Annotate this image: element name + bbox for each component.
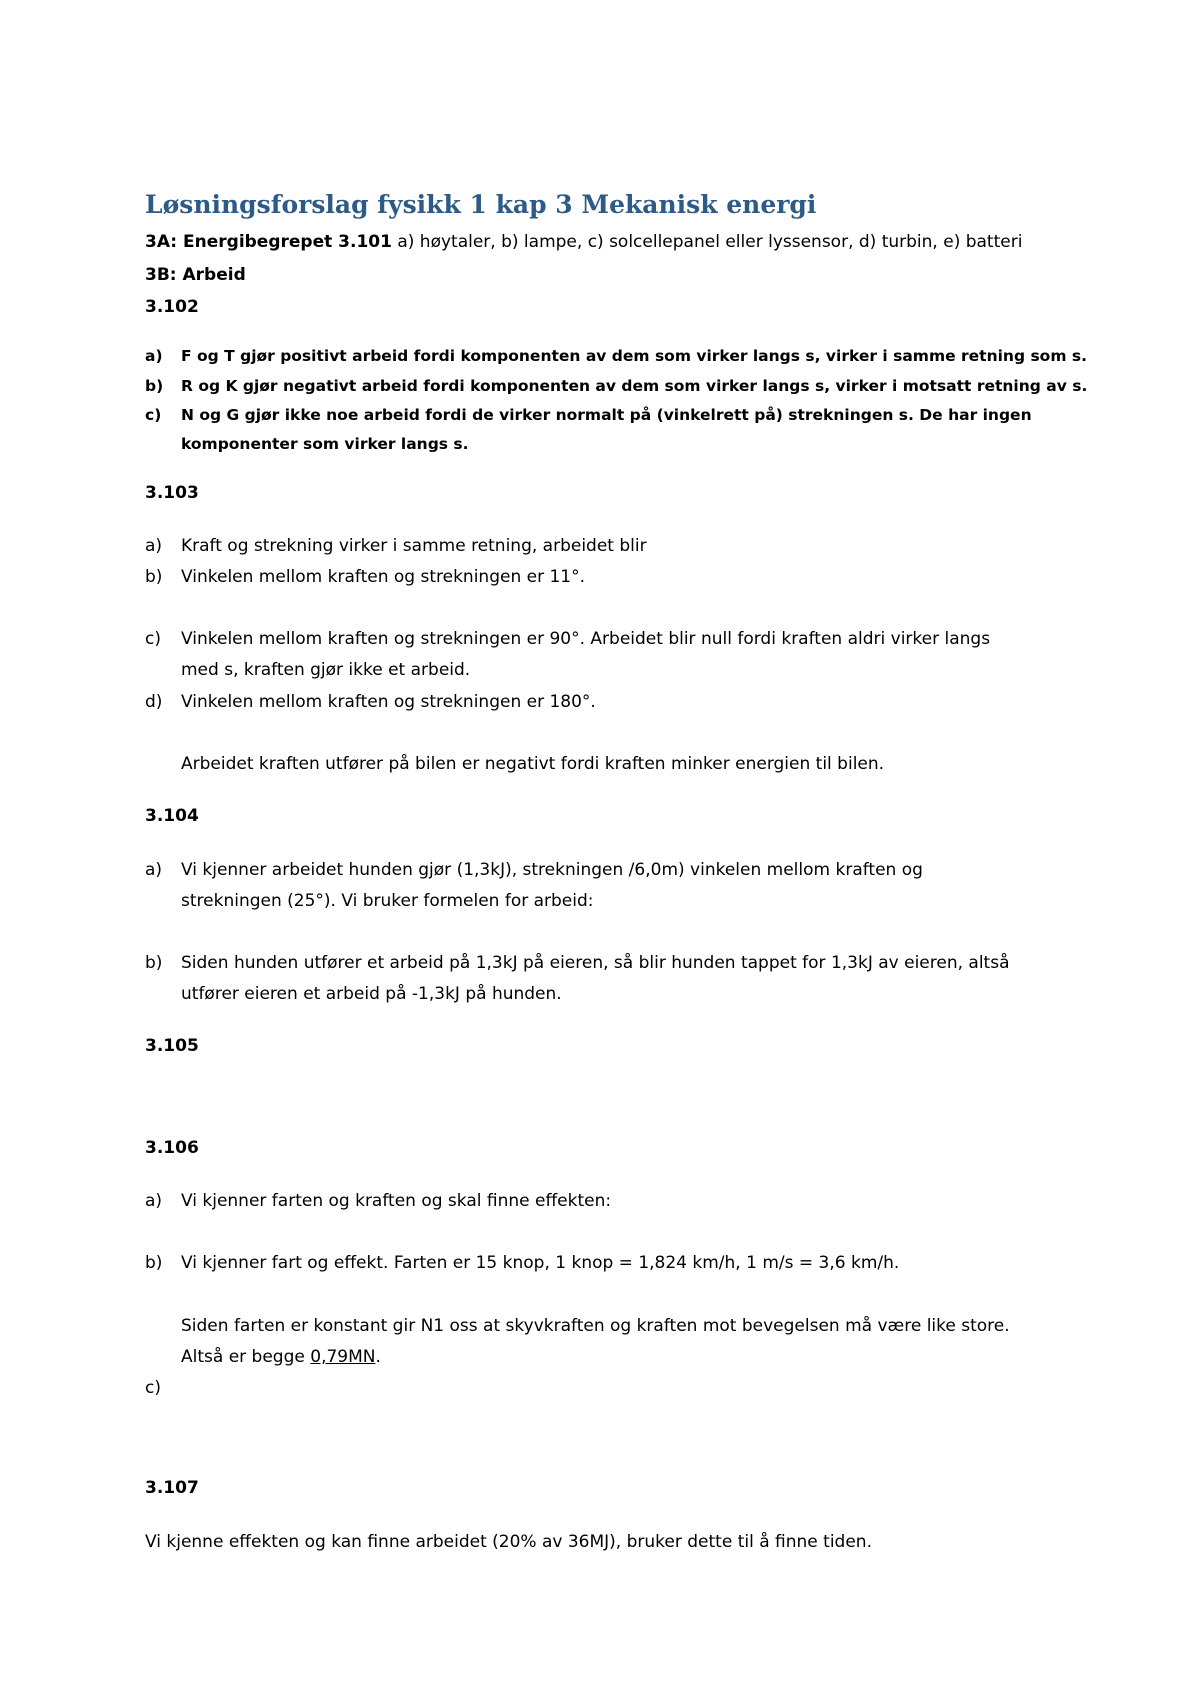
conclusion-prefix: Altså er begge xyxy=(181,1347,311,1367)
item-text: Vi kjenner farten og kraften og skal finne effekten: xyxy=(181,1191,612,1211)
item-label: c) xyxy=(145,1378,161,1398)
item-label: a) xyxy=(145,536,163,556)
exercise-3-103-heading: 3.103 xyxy=(145,483,199,503)
item-text: Vinkelen mellom kraften og strekningen er 90°. Arbeidet blir null fordi kraften aldri virker langs xyxy=(181,629,991,649)
item-label: b) xyxy=(145,953,163,973)
exercise-3-106-b-conclusion xyxy=(181,1347,381,1367)
item-text: Siden hunden utfører et arbeid på 1,3kJ på eieren, så blir hunden tappet for 1,3kJ av eieren, altså xyxy=(181,953,1010,973)
item-label: d) xyxy=(145,692,163,712)
section-3a-label: 3A: Energibegrepet 3.101 xyxy=(145,232,392,252)
item-label: c) xyxy=(145,406,162,424)
exercise-3-107-heading: 3.107 xyxy=(145,1478,199,1498)
exercise-3-106-heading: 3.106 xyxy=(145,1138,199,1158)
exercise-3-103-note: Arbeidet kraften utfører på bilen er negativt fordi kraften minker energien til bilen. xyxy=(181,754,885,774)
item-text: F og T gjør positivt arbeid fordi komponenten av dem som virker langs s, virker i samme retning som s. xyxy=(181,347,1087,365)
item-text: Kraft og strekning virker i samme retning, arbeidet blir xyxy=(181,536,647,556)
item-text: Vi kjenner arbeidet hunden gjør (1,3kJ), strekningen /6,0m) vinkelen mellom kraften og xyxy=(181,860,923,880)
section-3a-text: a) høytaler, b) lampe, c) solcellepanel eller lyssensor, d) turbin, e) batteri xyxy=(391,232,1023,252)
item-label: c) xyxy=(145,629,161,649)
conclusion-value: 0,79MN xyxy=(310,1347,376,1367)
item-text: N og G gjør ikke noe arbeid fordi de virker normalt på (vinkelrett på) strekningen s. De har ingen xyxy=(181,406,1032,424)
item-label: b) xyxy=(145,377,164,395)
exercise-3-106-b-note: Siden farten er konstant gir N1 oss at skyvkraften og kraften mot bevegelsen må være like store. xyxy=(181,1316,1010,1336)
item-text: Vinkelen mellom kraften og strekningen er 11°. xyxy=(181,567,586,587)
item-label: b) xyxy=(145,567,163,587)
item-text: Vi kjenner fart og effekt. Farten er 15 knop, 1 knop = 1,824 km/h, 1 m/s = 3,6 km/h. xyxy=(181,1253,900,1273)
exercise-3-102-heading: 3.102 xyxy=(145,297,199,317)
item-text: R og K gjør negativt arbeid fordi komponenten av dem som virker langs s, virker i motsatt retning av s. xyxy=(181,377,1088,395)
item-text: Vinkelen mellom kraften og strekningen er 180°. xyxy=(181,692,596,712)
item-label: a) xyxy=(145,347,163,365)
exercise-3-104-b-continued: utfører eieren et arbeid på -1,3kJ på hunden. xyxy=(181,984,562,1004)
exercise-3-105-heading: 3.105 xyxy=(145,1036,199,1056)
exercise-3-104-heading: 3.104 xyxy=(145,806,199,826)
item-label: a) xyxy=(145,1191,163,1211)
document-title: Løsningsforslag fysikk 1 kap 3 Mekanisk energi xyxy=(145,190,817,219)
exercise-3-107-text: Vi kjenne effekten og kan finne arbeidet (20% av 36MJ), bruker dette til å finne tiden. xyxy=(145,1532,872,1552)
exercise-3-103-c-continued: med s, kraften gjør ikke et arbeid. xyxy=(181,660,471,680)
item-label: b) xyxy=(145,1253,163,1273)
section-3b-heading: 3B: Arbeid xyxy=(145,265,246,285)
exercise-3-102-c-continued: komponenter som virker langs s. xyxy=(181,435,469,453)
section-3a xyxy=(145,232,1022,252)
conclusion-suffix: . xyxy=(375,1347,381,1367)
item-label: a) xyxy=(145,860,163,880)
exercise-3-104-a-continued: strekningen (25°). Vi bruker formelen for arbeid: xyxy=(181,891,594,911)
